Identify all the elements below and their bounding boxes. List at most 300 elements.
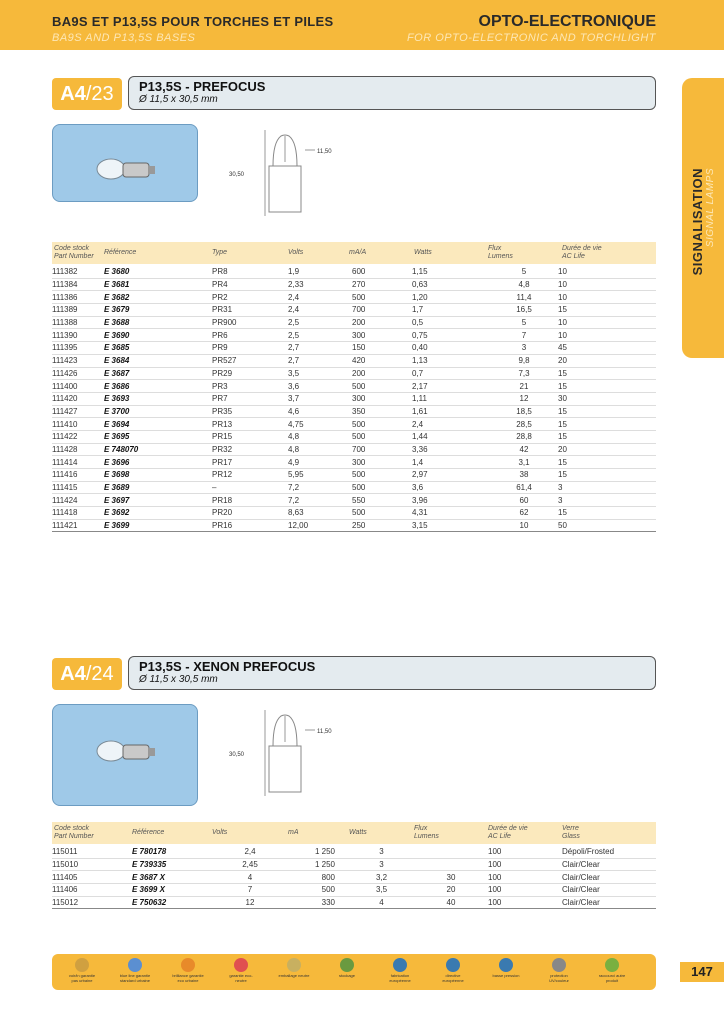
table-cell: 45 (558, 342, 656, 355)
table-cell: 2,33 (288, 278, 352, 291)
table-cell (414, 858, 488, 871)
table-cell: 1,44 (412, 430, 490, 443)
table-cell: 2,4 (288, 291, 352, 304)
side-tab-subtitle: SIGNAL LAMPS (705, 168, 716, 248)
table-cell: E 3689 (104, 481, 212, 494)
table-cell: 115010 (52, 858, 132, 871)
table-cell: E 780178 (132, 846, 212, 858)
table-cell: PR2 (212, 291, 288, 304)
table-cell: 4,31 (412, 507, 490, 520)
table-cell: PR35 (212, 405, 288, 418)
table-cell: 111405 (52, 871, 132, 884)
table-cell: 7,3 (490, 367, 558, 380)
table-row (52, 871, 656, 884)
table-cell: 1,4 (412, 456, 490, 469)
table-cell: E 3684 (104, 354, 212, 367)
table-cell: E 3695 (104, 430, 212, 443)
table-cell: 3,6 (288, 380, 352, 393)
table-cell: 500 (352, 469, 412, 482)
table-row (52, 278, 656, 291)
table-cell: 2,4 (412, 418, 490, 431)
table-cell: PR18 (212, 494, 288, 507)
table-row (52, 329, 656, 342)
section-subtitle: Ø 11,5 x 30,5 mm (139, 674, 218, 685)
header-left-subtitle: BA9S AND P13,5S BASES (52, 32, 196, 44)
pressure-icon (499, 958, 513, 972)
table-cell: 7,2 (288, 494, 352, 507)
pack-icon (287, 958, 301, 972)
table-cell: 18,5 (490, 405, 558, 418)
table-cell: PR4 (212, 278, 288, 291)
table-cell: 550 (352, 494, 412, 507)
table-cell: E 3694 (104, 418, 212, 431)
table-cell: 115011 (52, 846, 132, 858)
table-cell: 111423 (52, 354, 104, 367)
table-cell: 111414 (52, 456, 104, 469)
feature-icon-item (543, 958, 575, 983)
table-cell: 100 (488, 896, 562, 909)
table-cell: PR20 (212, 507, 288, 520)
table-cell: 2,5 (288, 329, 352, 342)
feature-icon-caption: directive européenne (442, 973, 464, 983)
table-cell: 12,00 (288, 519, 352, 532)
table-row (52, 266, 656, 278)
table-cell: 111421 (52, 519, 104, 532)
table-cell: 600 (352, 266, 412, 278)
table-cell: 1,61 (412, 405, 490, 418)
table-cell: 3,96 (412, 494, 490, 507)
table-cell: 0,63 (412, 278, 490, 291)
table-cell: 3,5 (288, 367, 352, 380)
table-cell: 3 (349, 846, 414, 858)
col-volts: Volts (212, 829, 228, 836)
table-cell: 2,7 (288, 354, 352, 367)
table-cell: 111382 (52, 266, 104, 278)
table-cell: 111420 (52, 392, 104, 405)
feature-icon-caption: stockage (338, 973, 355, 978)
table-cell: E 3688 (104, 316, 212, 329)
table-cell: 38 (490, 469, 558, 482)
page-number: 147 (680, 962, 724, 982)
table-cell: 250 (352, 519, 412, 532)
table-cell: 3,36 (412, 443, 490, 456)
feature-icon-item (172, 958, 204, 983)
header-right-title: OPTO-ELECTRONIQUE (478, 13, 656, 30)
table-cell: 12 (490, 392, 558, 405)
table-cell: 10 (490, 519, 558, 532)
section-title: P13,5S - XENON PREFOCUS (139, 659, 316, 674)
table-cell: 0,7 (412, 367, 490, 380)
table-row (52, 316, 656, 329)
table-cell: 100 (488, 858, 562, 871)
eco-icon (234, 958, 248, 972)
table-cell: E 3699 X (132, 884, 212, 897)
table-cell: 500 (288, 884, 349, 897)
dim-height-label: 30,50 (229, 752, 245, 758)
table-cell: 0,75 (412, 329, 490, 342)
table-cell: 3,5 (349, 884, 414, 897)
table-cell: 50 (558, 519, 656, 532)
feature-icon-caption: fabrication européenne (389, 973, 411, 983)
table-cell: 3 (558, 494, 656, 507)
table-cell: E 3693 (104, 392, 212, 405)
stock-icon (340, 958, 354, 972)
table-cell: 16,5 (490, 304, 558, 317)
table-row (52, 494, 656, 507)
xenon-table (52, 846, 656, 909)
table-cell: E 3699 (104, 519, 212, 532)
col-watts: Watts (349, 829, 367, 836)
table-cell: Clair/Clear (562, 884, 656, 897)
table-cell: 111428 (52, 443, 104, 456)
table-cell: 1,11 (412, 392, 490, 405)
feature-icon-caption: voir/in garantie pas urbaine (68, 973, 96, 983)
table-cell: 2,4 (212, 846, 288, 858)
table-cell: 15 (558, 507, 656, 520)
lamp-photo (52, 124, 198, 202)
table-cell: 15 (558, 304, 656, 317)
table-cell: 5 (490, 266, 558, 278)
col-flux: Flux Lumens (488, 245, 513, 260)
table-cell: 150 (352, 342, 412, 355)
col-type: Type (212, 249, 228, 256)
table-cell: 3 (558, 481, 656, 494)
prefocus-table (52, 266, 656, 532)
section-title-box (128, 656, 656, 690)
col-watts: Watts (414, 249, 432, 256)
col-ma: mA (288, 829, 299, 836)
table-row (52, 304, 656, 317)
table-cell: 15 (558, 367, 656, 380)
table-cell: 5,95 (288, 469, 352, 482)
header-right-subtitle: FOR OPTO-ELECTRONIC AND TORCHLIGHT (406, 32, 656, 44)
table-cell: E 3697 (104, 494, 212, 507)
table-cell: Clair/Clear (562, 896, 656, 909)
table-cell: 3,7 (288, 392, 352, 405)
table-cell: 300 (352, 392, 412, 405)
col-ref: Référence (132, 829, 165, 836)
table-cell: PR29 (212, 367, 288, 380)
table-cell: 111424 (52, 494, 104, 507)
table-cell: 3,1 (490, 456, 558, 469)
table-cell: 3,6 (412, 481, 490, 494)
table-cell: 350 (352, 405, 412, 418)
table-row (52, 418, 656, 431)
table-cell: E 3698 (104, 469, 212, 482)
table-cell: 111395 (52, 342, 104, 355)
table-cell: 15 (558, 405, 656, 418)
table-cell: 40 (414, 896, 488, 909)
table-cell: PR17 (212, 456, 288, 469)
side-tab (682, 78, 724, 358)
table-cell: 15 (558, 456, 656, 469)
table-row (52, 443, 656, 456)
table-row (52, 896, 656, 909)
table-cell: 1,20 (412, 291, 490, 304)
table-cell: 28,5 (490, 418, 558, 431)
table-row (52, 430, 656, 443)
lamp-icon (75, 958, 89, 972)
bulb-orange-icon (181, 958, 195, 972)
lamp-dimension-diagram (225, 120, 375, 230)
table-cell: 9,8 (490, 354, 558, 367)
table-cell: 5 (490, 316, 558, 329)
table-cell: 7 (490, 329, 558, 342)
table-cell: E 3687 (104, 367, 212, 380)
table-cell: 2,45 (212, 858, 288, 871)
table-cell: PR32 (212, 443, 288, 456)
table-cell: 500 (352, 380, 412, 393)
table-cell: 500 (352, 507, 412, 520)
table-cell: PR8 (212, 266, 288, 278)
feature-icon-caption: garantie eco-neutre (229, 973, 253, 983)
table-cell: 500 (352, 430, 412, 443)
table-cell: 1 250 (288, 846, 349, 858)
col-life: Durée de vie AC Life (562, 245, 602, 260)
feature-icon-item (596, 958, 628, 983)
feature-icon-caption: brilliance garantie eco urbaine (172, 973, 204, 983)
feature-icon-caption: basse pression (492, 973, 520, 978)
table-row (52, 405, 656, 418)
table-cell: 500 (352, 418, 412, 431)
table-cell: 1,9 (288, 266, 352, 278)
table-cell: 15 (558, 380, 656, 393)
table-cell: 111390 (52, 329, 104, 342)
feature-icon-caption: protection UV/couleur (549, 973, 569, 983)
table-cell: 8,63 (288, 507, 352, 520)
table-cell: E 750632 (132, 896, 212, 909)
feature-icon-item (331, 958, 363, 978)
table-cell: 4,6 (288, 405, 352, 418)
badge-number: /23 (85, 83, 114, 105)
table-cell: 1,13 (412, 354, 490, 367)
table-cell: PR900 (212, 316, 288, 329)
section-title-box (128, 76, 656, 110)
table-cell: 10 (558, 291, 656, 304)
table-row (52, 392, 656, 405)
badge-number: /24 (85, 663, 114, 685)
feature-icon-item (490, 958, 522, 978)
table-cell: 111389 (52, 304, 104, 317)
table-cell: 111427 (52, 405, 104, 418)
table-row (52, 380, 656, 393)
table-cell: E 3687 X (132, 871, 212, 884)
feature-icon-caption: raccourci autre produit (598, 973, 626, 983)
feature-icon-item (278, 958, 310, 978)
table-cell: 200 (352, 316, 412, 329)
table-cell: 20 (558, 443, 656, 456)
table-cell: 111426 (52, 367, 104, 380)
table-cell: 10 (558, 278, 656, 291)
table-header (52, 242, 656, 264)
table-cell: 700 (352, 443, 412, 456)
col-ma: mA/A (349, 249, 367, 256)
table-cell: 7 (212, 884, 288, 897)
table-cell: 111386 (52, 291, 104, 304)
table-row (52, 456, 656, 469)
table-cell: 330 (288, 896, 349, 909)
table-cell: 111400 (52, 380, 104, 393)
table-cell: PR16 (212, 519, 288, 532)
table-cell: 4,75 (288, 418, 352, 431)
feature-icon-caption: emballage neutre (278, 973, 310, 978)
table-cell: PR7 (212, 392, 288, 405)
directive-icon (446, 958, 460, 972)
protection-icon (552, 958, 566, 972)
col-flux: Flux Lumens (414, 825, 439, 840)
table-cell: 21 (490, 380, 558, 393)
table-cell: 15 (558, 430, 656, 443)
table-row (52, 469, 656, 482)
table-row (52, 367, 656, 380)
table-cell (414, 846, 488, 858)
table-cell: 1 250 (288, 858, 349, 871)
table-row (52, 846, 656, 858)
table-cell: – (212, 481, 288, 494)
factory-icon (393, 958, 407, 972)
table-row (52, 354, 656, 367)
table-cell: 100 (488, 846, 562, 858)
header-left-title: BA9S ET P13,5S POUR TORCHES ET PILES (52, 14, 334, 29)
table-cell: 4 (349, 896, 414, 909)
feature-icon-bar (52, 954, 656, 990)
section-badge-a4-23 (52, 78, 122, 110)
table-cell: 111384 (52, 278, 104, 291)
table-cell: 0,40 (412, 342, 490, 355)
table-cell: 30 (414, 871, 488, 884)
table-cell: 20 (414, 884, 488, 897)
col-ref: Référence (104, 249, 137, 256)
lamp-photo (52, 704, 198, 806)
table-cell: 4,8 (288, 430, 352, 443)
table-cell: PR3 (212, 380, 288, 393)
table-cell: 1,15 (412, 266, 490, 278)
col-stock: Code stock Part Number (54, 825, 94, 840)
feature-icon-item (437, 958, 469, 983)
table-cell: 11,4 (490, 291, 558, 304)
table-cell: 111388 (52, 316, 104, 329)
table-cell: 15 (558, 418, 656, 431)
table-cell: PR15 (212, 430, 288, 443)
feature-icon-item (225, 958, 257, 983)
table-cell: PR527 (212, 354, 288, 367)
table-cell: Dépoli/Frosted (562, 846, 656, 858)
table-cell: 111422 (52, 430, 104, 443)
table-cell: 62 (490, 507, 558, 520)
table-cell: E 3686 (104, 380, 212, 393)
section-badge-a4-24 (52, 658, 122, 690)
table-cell: PR9 (212, 342, 288, 355)
table-cell: 10 (558, 329, 656, 342)
table-cell: Clair/Clear (562, 858, 656, 871)
table-cell: E 739335 (132, 858, 212, 871)
table-cell: Clair/Clear (562, 871, 656, 884)
table-cell: 61,4 (490, 481, 558, 494)
table-cell: 111415 (52, 481, 104, 494)
col-volts: Volts (288, 249, 304, 256)
table-cell: 1,7 (412, 304, 490, 317)
table-cell: E 3692 (104, 507, 212, 520)
badge-code: A4 (60, 663, 86, 685)
table-cell: 2,4 (288, 304, 352, 317)
table-cell: 30 (558, 392, 656, 405)
col-glass: Verre Glass (562, 825, 580, 840)
table-cell: PR13 (212, 418, 288, 431)
table-cell: E 3700 (104, 405, 212, 418)
table-cell: PR12 (212, 469, 288, 482)
dim-width-label: 11,50 (317, 729, 332, 735)
table-cell: 3,2 (349, 871, 414, 884)
col-stock: Code stock Part Number (54, 245, 94, 260)
feature-icon-item (66, 958, 98, 983)
table-cell: E 3680 (104, 266, 212, 278)
table-cell: E 748070 (104, 443, 212, 456)
feature-icon-caption: blue line garantie standard urbaine (119, 973, 151, 983)
table-cell: 4,8 (490, 278, 558, 291)
table-cell: 700 (352, 304, 412, 317)
table-cell: E 3682 (104, 291, 212, 304)
table-cell: 42 (490, 443, 558, 456)
table-cell: 12 (212, 896, 288, 909)
badge-code: A4 (60, 83, 86, 105)
table-cell: E 3696 (104, 456, 212, 469)
table-cell: 300 (352, 456, 412, 469)
section-title: P13,5S - PREFOCUS (139, 79, 266, 94)
table-header (52, 822, 656, 844)
table-cell: 2,7 (288, 342, 352, 355)
table-row (52, 481, 656, 494)
feature-icon-item (384, 958, 416, 983)
table-cell: 111406 (52, 884, 132, 897)
table-cell: 60 (490, 494, 558, 507)
table-cell: 7,2 (288, 481, 352, 494)
table-cell: 4 (212, 871, 288, 884)
table-cell: 300 (352, 329, 412, 342)
table-row (52, 342, 656, 355)
bulb-blue-icon (128, 958, 142, 972)
feature-icon-item (119, 958, 151, 983)
table-cell: 270 (352, 278, 412, 291)
dim-height-label: 30,50 (229, 172, 245, 178)
table-cell: 0,5 (412, 316, 490, 329)
table-row (52, 884, 656, 897)
table-cell: 10 (558, 316, 656, 329)
lamp-image-icon (53, 125, 197, 201)
dim-width-label: 11,50 (317, 149, 332, 155)
table-cell: E 3690 (104, 329, 212, 342)
table-cell: 3,15 (412, 519, 490, 532)
product-icon (605, 958, 619, 972)
table-cell: 100 (488, 884, 562, 897)
table-cell: 3 (490, 342, 558, 355)
table-cell: 2,97 (412, 469, 490, 482)
table-cell: 500 (352, 481, 412, 494)
table-row (52, 858, 656, 871)
side-tab-title: SIGNALISATION (690, 168, 705, 276)
table-row (52, 291, 656, 304)
table-cell: 28,8 (490, 430, 558, 443)
page-header (0, 0, 724, 50)
table-cell: 20 (558, 354, 656, 367)
table-row (52, 519, 656, 532)
table-cell: 2,17 (412, 380, 490, 393)
table-row (52, 507, 656, 520)
table-cell: 15 (558, 469, 656, 482)
table-cell: 111416 (52, 469, 104, 482)
table-cell: 420 (352, 354, 412, 367)
table-cell: 2,5 (288, 316, 352, 329)
table-cell: 800 (288, 871, 349, 884)
